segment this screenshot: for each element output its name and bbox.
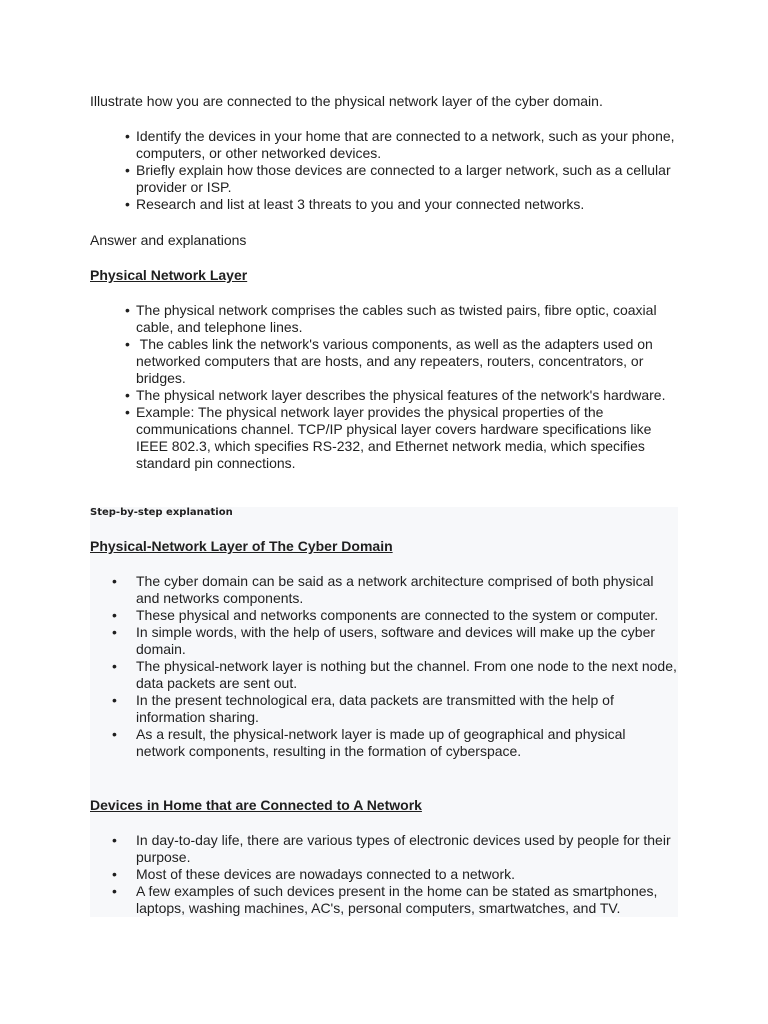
- list-item: • Example: The physical network layer provides the physical properties of the communications channel. TCP/IP physical layer covers hardware specifications like IEEE 802.3, which specifies RS-232, and Ethernet network media, which specifies standard pin connections.: [125, 404, 652, 471]
- bullet-icon: •: [125, 387, 130, 403]
- list-item: • Research and list at least 3 threats to you and your connected networks.: [125, 196, 585, 212]
- answer-label: Answer and explanations: [90, 232, 247, 248]
- list-item: • The physical network layer describes the physical features of the network's hardware.: [125, 387, 666, 403]
- cyber-domain-list: [112, 573, 678, 760]
- list-item: • The cyber domain can be said as a network architecture comprised of both physical and networks components.: [112, 573, 654, 606]
- list-item: • In day-to-day life, there are various types of electronic devices used by people for their purpose.: [112, 832, 671, 865]
- bullet-icon: •: [112, 692, 117, 708]
- bullet-icon: •: [112, 573, 117, 589]
- intro-paragraph: Illustrate how you are connected to the physical network layer of the cyber domain.: [90, 93, 603, 109]
- bullet-icon: •: [112, 883, 117, 899]
- bullet-icon: •: [125, 196, 130, 212]
- list-item: • The physical-network layer is nothing but the channel. From one node to the next node, data packets are sent out.: [112, 658, 677, 691]
- section-heading-physical-network-layer: Physical Network Layer: [90, 267, 248, 283]
- list-item: • Briefly explain how those devices are connected to a larger network, such as a cellular provider or ISP.: [125, 162, 671, 195]
- bullet-icon: •: [125, 404, 130, 420]
- bullet-icon: •: [112, 658, 117, 674]
- physical-network-list: [120, 302, 680, 472]
- task-list: [120, 128, 680, 213]
- bullet-icon: •: [125, 336, 130, 352]
- list-item: • The cables link the network's various components, as well as the adapters used on networked computers that are hosts, and any repeaters, routers, concentrators, or bridges.: [125, 336, 653, 386]
- list-item: • The physical network comprises the cables such as twisted pairs, fibre optic, coaxial cable, and telephone lines.: [125, 302, 657, 335]
- section-heading-cyber-domain: Physical-Network Layer of The Cyber Domain: [90, 538, 393, 554]
- section-heading-home-devices: Devices in Home that are Connected to A Network: [90, 797, 422, 813]
- step-by-step-label: Step-by-step explanation: [90, 507, 233, 518]
- bullet-icon: •: [112, 866, 117, 882]
- list-item: • Most of these devices are nowadays connected to a network.: [112, 866, 515, 882]
- list-item: • As a result, the physical-network layer is made up of geographical and physical network components, resulting in the formation of cyberspace.: [112, 726, 626, 759]
- bullet-icon: •: [125, 128, 130, 144]
- list-item: • Identify the devices in your home that are connected to a network, such as your phone, computers, or other networked devices.: [125, 128, 675, 161]
- bullet-icon: •: [125, 302, 130, 318]
- home-devices-list: [112, 832, 678, 917]
- bullet-icon: •: [112, 832, 117, 848]
- bullet-icon: •: [125, 162, 130, 178]
- bullet-icon: •: [112, 624, 117, 640]
- bullet-icon: •: [112, 607, 117, 623]
- bullet-icon: •: [112, 726, 117, 742]
- list-item: • These physical and networks components are connected to the system or computer.: [112, 607, 659, 623]
- list-item: • A few examples of such devices present in the home can be stated as smartphones, laptops, washing machines, AC's, personal computers, smartwatches, and TV.: [112, 883, 658, 916]
- list-item: • In the present technological era, data packets are transmitted with the help of information sharing.: [112, 692, 614, 725]
- list-item: • In simple words, with the help of users, software and devices will make up the cyber domain.: [112, 624, 656, 657]
